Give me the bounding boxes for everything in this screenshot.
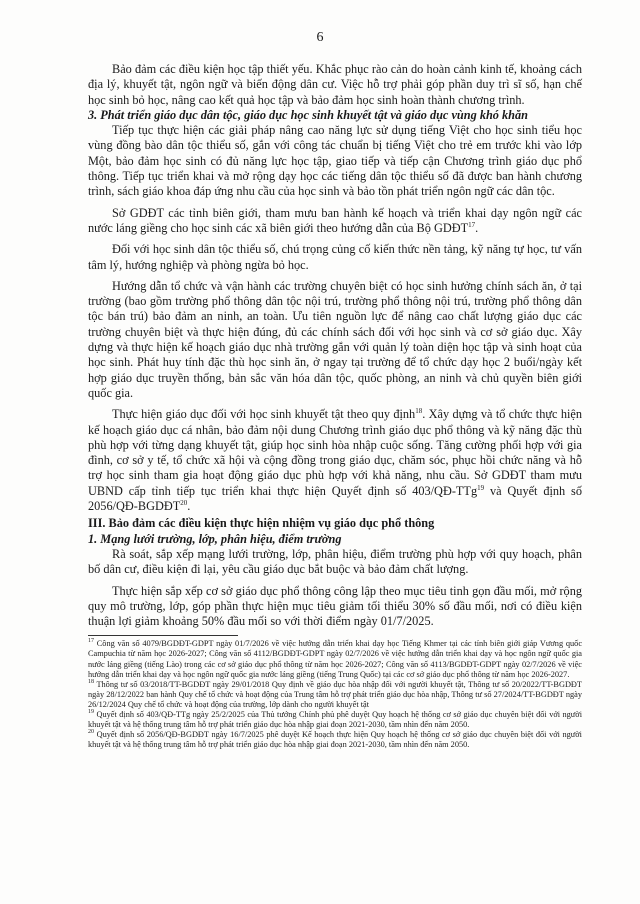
paragraph-disabled-students: Thực hiện giáo dục đối với học sinh khuyết tật theo quy định$^{18}$. Xây dựng và tổ chức thực hiện kế hoạch giáo dục cá nhân, bảo đảm nội dung Chương trình giáo dục phổ thông và kỹ năng đặc thù phù hợp với từng dạng khuyết tật, giúp học sinh hòa nhập cuộc sống. Tăng cường phối hợp với gia đình, cơ sở y tế, tổ chức xã hội và cộng đồng trong giáo dục, chăm sóc, phục hồi chức năng và hỗ trợ học sinh tham gia hoạt động giáo dục phù hợp với khả năng, nhu cầu. Sở GDĐT tham mưu UBND cấp tỉnh tiếp tục triển khai thực hiện Quyết định số 403/QĐ-TTg$^{19}$ và Quyết định số 2056/QĐ-BGDĐT$^{20}$.	[88, 407, 582, 514]
footnote-ref-17: 17	[468, 220, 476, 229]
paragraph-network-review: Rà soát, sắp xếp mạng lưới trường, lớp, phân hiệu, điểm trường phù hợp với quy hoạch, phân bố dân cư, điều kiện đi lại, yêu cầu giáo dục bắt buộc và bảo đảm chất lượng.	[88, 546, 582, 577]
paragraph-specialized-schools: Hướng dẫn tổ chức và vận hành các trường chuyên biệt có học sinh hưởng chính sách ăn, ở tại trường (bao gồm trường phổ thông dân tộc nội trú, trường phổ thông nội trú, trường phổ thông dân tộc bán trú) bảo đảm an ninh, an toàn. Ưu tiên nguồn lực để nâng cao chất lượng giáo dục các trường chuyên biệt và thực hiện đúng, đủ các chính sách đối với học sinh và cơ sở giáo dục. Xây dựng và thực hiện kế hoạch giáo dục nhà trường gắn với quản lý toàn diện học tập và sinh hoạt của học sinh. Phát huy tính đặc thù học sinh ăn, ở ngay tại trường để tổ chức dạy học 2 buổi/ngày kết hợp giáo dục truyền thống, bản sắc văn hóa dân tộc, quốc phòng, an ninh và chủ quyền biên giới quốc gia.	[88, 278, 582, 400]
footnote-19: $^{19}$ Quyết định số 403/QĐ-TTg ngày 25/2/2025 của Thủ tướng Chính phủ phê duyệt Quy hoạch hệ thống cơ sở giáo dục chuyên biệt đối với người khuyết tật và hệ thống trung tâm hỗ trợ phát triển giáo dục hòa nhập giai đoạn 2021-2030, tầm nhìn đến năm 2050.	[88, 709, 582, 730]
paragraph-ethnic-students: Đối với học sinh dân tộc thiểu số, chú trọng củng cố kiến thức nền tảng, kỹ năng tự học, tư vấn tâm lý, hướng nghiệp và phòng ngừa bỏ học.	[88, 242, 582, 272]
paragraph-vietnamese-language: Tiếp tục thực hiện các giải pháp nâng cao năng lực sử dụng tiếng Việt cho học sinh tiểu học vùng đồng bào dân tộc thiểu số, gắn với công tác chuẩn bị tiếng Việt cho trẻ em trước khi vào lớp Một, bảo đảm học sinh có đủ năng lực học tập, giao tiếp và tiếp cận Chương trình giáo dục phổ thông. Tiếp tục triển khai và mở rộng dạy học các tiếng dân tộc thiểu số đã được ban hành chương trình, sách giáo khoa đáp ứng nhu cầu của học sinh và bảo tồn phát triển ngôn ngữ các dân tộc.	[88, 123, 582, 199]
footnote-ref-20: 20	[180, 498, 188, 507]
paragraph-border-languages: Sở GDĐT các tỉnh biên giới, tham mưu ban hành kế hoạch và triển khai dạy ngôn ngữ các nước láng giềng cho học sinh các xã biên giới theo hướng dẫn của Bộ GDĐT$^{17}$.	[88, 205, 582, 235]
footnote-20: $^{20}$ Quyết định số 2056/QĐ-BGDĐT ngày 16/7/2025 phê duyệt Kế hoạch thực hiện Quy hoạch hệ thống cơ sở giáo dục chuyên biệt đối với người khuyết tật và hệ thống trung tâm hỗ trợ phát triển giáo dục hòa nhập giai đoạn 2021-2030, tầm nhìn đến năm 2050.	[88, 729, 582, 750]
paragraph-school-consolidation: Thực hiện sắp xếp cơ sở giáo dục phổ thông công lập theo mục tiêu tinh gọn đầu mối, mở rộng quy mô trường, lớp, góp phần thực hiện mục tiêu giảm tối thiểu 30% số đầu mối, nơi có điều kiện thuận lợi giảm khoảng 50% đầu mối so với thời điểm ngày 01/7/2025.	[88, 583, 582, 629]
page-body	[88, 62, 582, 750]
footnote-18: $^{18}$ Thông tư số 03/2018/TT-BGDĐT ngày 29/01/2018 Quy định về giáo dục hòa nhập đối với người khuyết tật, Thông tư số 20/2022/TT-BGDĐT ngày 28/12/2022 ban hành Quy chế tổ chức và hoạt động của Trung tâm hỗ trợ phát triển giáo dục hòa nhập, Thông tư số 27/2024/TT-BGDĐT ngày 26/12/2024 Quy chế tổ chức và hoạt động của trường, lớp dành cho người khuyết tật	[88, 679, 582, 709]
page-number: 6	[316, 30, 324, 45]
subsection-heading-school-network: 1. Mạng lưới trường, lớp, phân hiệu, điểm trường	[88, 531, 342, 546]
footnote-ref-19: 19	[477, 483, 485, 492]
footnote-17: $^{17}$ Công văn số 4079/BGDĐT-GDPT ngày 01/7/2026 về việc hướng dẫn triển khai dạy học Tiếng Khmer tại các tỉnh biên giới giáp Vương quốc Campuchia từ năm học 2026-2027; Công văn số 4112/BGDĐT-GDPT ngày 02/7/2026 về việc hướng dẫn triển khai dạy và học ngôn ngữ quốc gia nước láng giềng (tiếng Lào) trong các cơ sở giáo dục phổ thông từ năm học 2026-2027; Công văn số 4113/BGDĐT-GDPT ngày 02/7/2026 về việc hướng dẫn triển khai dạy và học ngôn ngữ quốc gia nước láng giềng (tiếng Trung Quốc) tại các cơ sở giáo dục phổ thông từ năm học 2026-2027.	[88, 638, 582, 679]
section-heading-iii: III. Bảo đảm các điều kiện thực hiện nhiệm vụ giáo dục phổ thông	[88, 516, 435, 531]
footnote-ref-18: 18	[415, 407, 423, 416]
paragraph-essential-conditions: Bảo đảm các điều kiện học tập thiết yếu. Khắc phục rào cản do hoàn cảnh kinh tế, khoảng cách địa lý, khuyết tật, ngôn ngữ và biến động dân cư. Việc hỗ trợ phải góp phần duy trì sĩ số, hạn chế học sinh bỏ học, nâng cao kết quả học tập và bảo đảm học sinh hoàn thành chương trình.	[88, 62, 582, 107]
section-heading-ethnic-education: 3. Phát triển giáo dục dân tộc, giáo dục học sinh khuyết tật và giáo dục vùng khó khăn	[88, 107, 529, 122]
footnote-separator	[88, 635, 238, 636]
